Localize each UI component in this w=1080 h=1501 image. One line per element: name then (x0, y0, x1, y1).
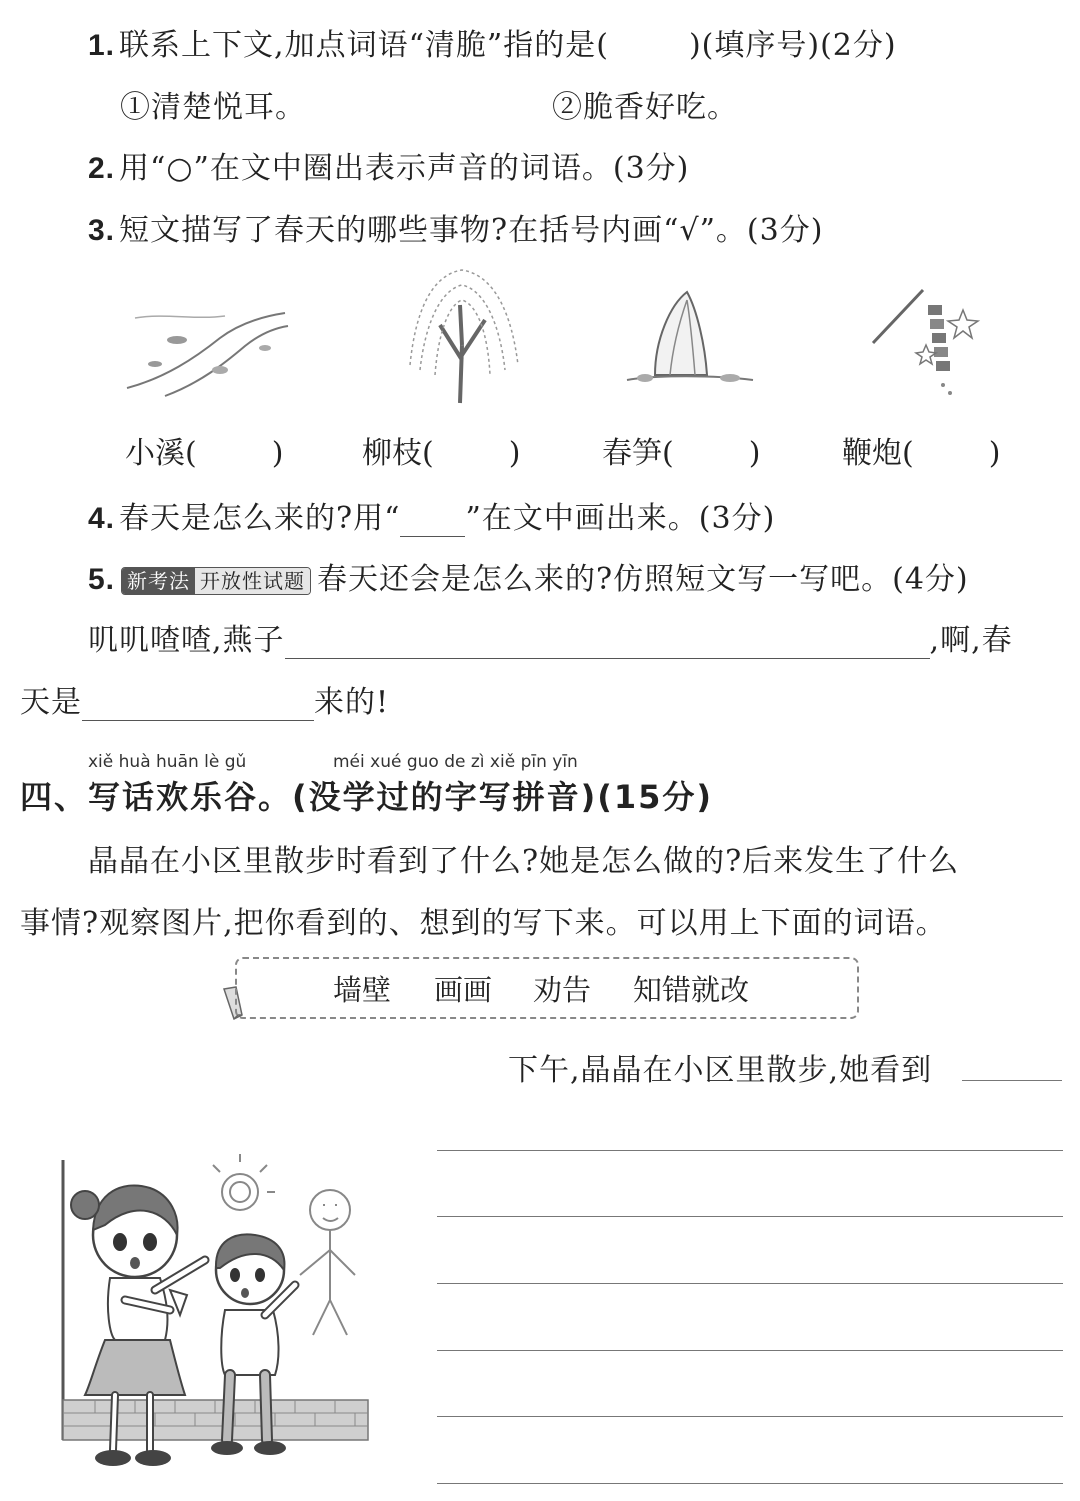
bamboo-shoot-illustration (625, 290, 755, 390)
pinyin-title: xiě huà huān lè gǔ (88, 752, 247, 772)
writing-blank-start[interactable] (962, 1080, 1062, 1081)
question-text: 短文描写了春天的哪些事物?在括号内画“√”。(3分) (119, 213, 824, 248)
children-illustration (55, 1150, 375, 1480)
question-3 (88, 205, 823, 249)
question-2 (88, 143, 689, 187)
question-type-badge: 新考法 开放性试题 (121, 567, 311, 595)
writing-start-text: 下午,晶晶在小区里散步,她看到 (508, 1053, 933, 1088)
writing-line[interactable] (437, 1416, 1063, 1417)
writing-line[interactable] (437, 1350, 1063, 1351)
willow-illustration (400, 265, 525, 405)
word-bank-item: 墙壁 (333, 973, 392, 1007)
stream-illustration (125, 298, 290, 398)
question-text: 联系上下文,加点词语“清脆”指的是( (119, 28, 609, 63)
question-number: 5. (88, 563, 116, 596)
caption-firecracker: 鞭炮( ) (842, 436, 1001, 471)
pinyin-note: méi xué guo de zì xiě pīn yīn (333, 752, 578, 772)
caption-willow: 柳枝( ) (362, 436, 521, 471)
caption-stream: 小溪( ) (125, 436, 284, 471)
question-5 (88, 554, 969, 598)
writing-line[interactable] (437, 1216, 1063, 1217)
question-number: 2. (88, 152, 116, 185)
writing-line[interactable] (437, 1150, 1063, 1151)
question-number: 3. (88, 214, 116, 247)
section-4-desc-1: 晶晶在小区里散步时看到了什么?她是怎么做的?后来发生了什么 (88, 844, 960, 879)
word-bank-item: 知错就改 (633, 973, 750, 1007)
writing-line[interactable] (437, 1283, 1063, 1284)
answer-blank-1[interactable] (285, 624, 930, 659)
caption-bamboo: 春笋( ) (602, 436, 761, 471)
firecracker-illustration (868, 285, 983, 400)
option-2: ②脆香好吃。 (552, 90, 738, 125)
option-1: ①清楚悦耳。 (120, 90, 306, 125)
question-1 (88, 20, 897, 64)
question-number: 1. (88, 29, 116, 62)
section-4-heading: 四、写话欢乐谷。(没学过的字写拼音)(15分) (20, 778, 714, 816)
question-text: 春天还会是怎么来的?仿照短文写一写吧。(4分) (317, 562, 969, 597)
answer-line-2: 天是 来的! (20, 685, 390, 720)
question-text-end: )(填序号)(2分) (688, 28, 897, 63)
answer-blank-2[interactable] (82, 686, 314, 721)
question-text: 用“○”在文中圈出表示声音的词语。(3分) (119, 151, 690, 186)
word-bank-item: 劝告 (533, 973, 592, 1007)
answer-line-1: 叽叽喳喳,燕子 ,啊,春 (88, 623, 1013, 658)
section-4-desc-2: 事情?观察图片,把你看到的、想到的写下来。可以用上下面的词语。 (20, 906, 947, 941)
underline-sample (400, 506, 465, 537)
word-bank-item: 画画 (434, 973, 493, 1007)
question-4: 4. 春天是怎么来的?用“ ”在文中画出来。(3分) (88, 501, 776, 536)
writing-line[interactable] (437, 1483, 1063, 1484)
question-number: 4. (88, 502, 116, 535)
